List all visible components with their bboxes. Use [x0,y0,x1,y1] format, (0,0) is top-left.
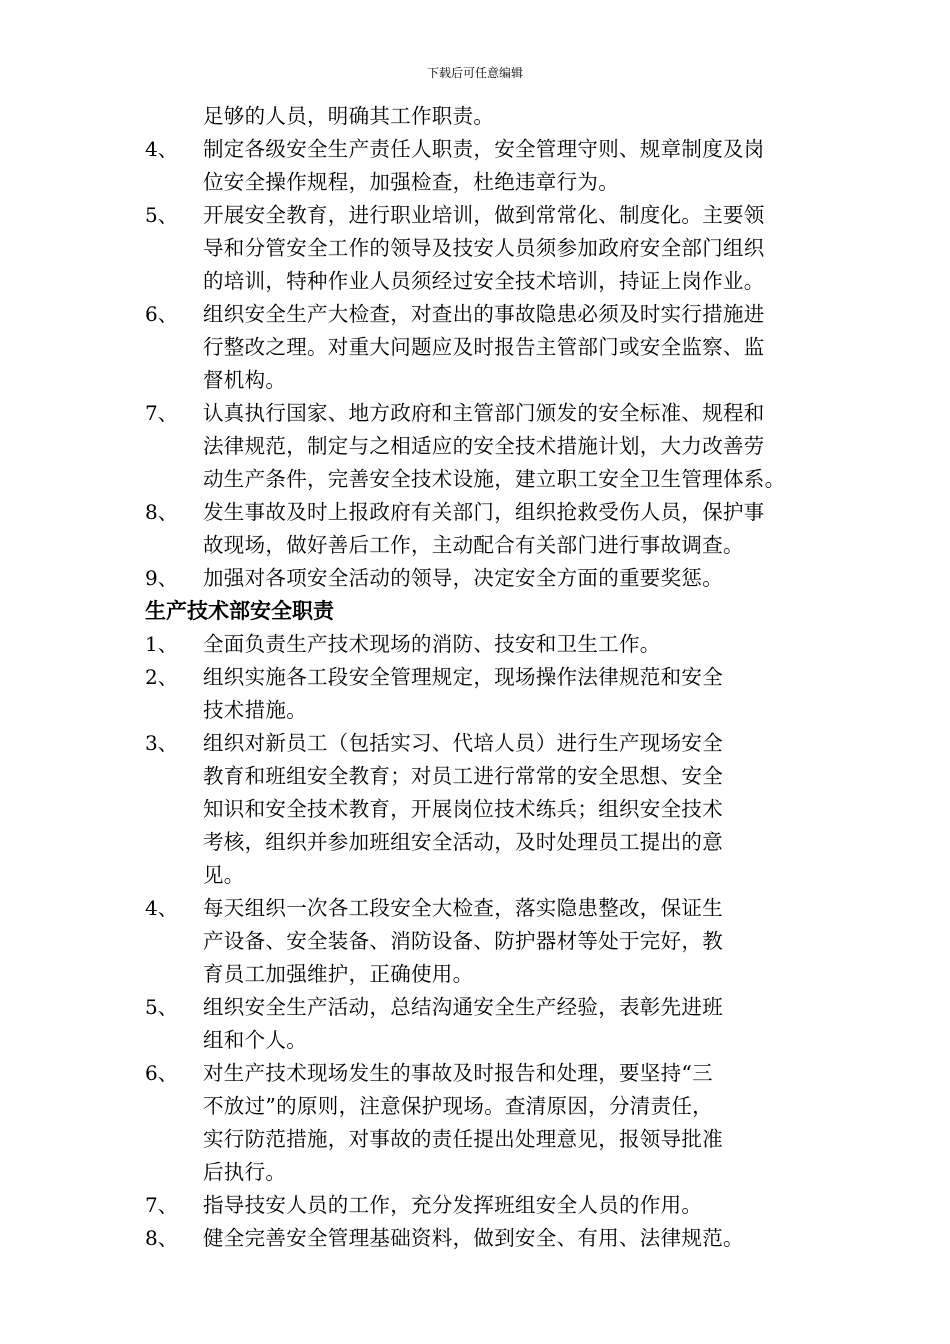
item-text: 组织安全生产活动，总结沟通安全生产经验，表彰先进班 组和个人。 [203,995,723,1052]
list-item [145,628,825,661]
item-text: 健全完善安全管理基础资料，做到安全、有用、法律规范。 [203,1226,744,1250]
item-number: 4、 [145,137,178,161]
item-text: 每天组织一次各工段安全大检查，落实隐患整改，保证生 产设备、安全装备、消防设备、防护器材等处于完好，教 育员工加强维护，正确使用。 [203,896,723,986]
list-item [145,727,825,892]
item-text: 对生产技术现场发生的事故及时报告和处理，要坚持“三 不放过”的原则，注意保护现场。查清原因，分清责任， 实行防范措施，对事故的责任提出处理意见，报领导批准 后执行。 [203,1061,723,1184]
item-number: 6、 [145,302,178,326]
list-item [145,661,825,727]
item-number: 8、 [145,500,178,524]
item-number: 1、 [145,632,178,656]
item-text: 认真执行国家、地方政府和主管部门颁发的安全标准、规程和 法律规范，制定与之相适应的安全技术措施计划，大力改善劳 动生产条件，完善安全技术设施，建立职工安全卫生管理体系。 [203,401,786,491]
item-number: 8、 [145,1226,178,1250]
list-item [145,397,825,496]
list-item [145,1189,825,1222]
list-item [145,298,825,397]
item-number: 5、 [145,995,178,1019]
list-item [145,1057,825,1189]
document-body [145,100,825,1255]
item-text: 开展安全教育，进行职业培训，做到常常化、制度化。主要领 导和分管安全工作的领导及技安人员须参加政府安全部门组织 的培训，特种作业人员须经过安全技术培训，持证上岗作业。 [203,203,765,293]
item-text: 全面负责生产技术现场的消防、技安和卫生工作。 [203,632,661,656]
item-text: 制定各级安全生产责任人职责，安全管理守则、规章制度及岗 位安全操作规程，加强检查，杜绝违章行为。 [203,137,765,194]
item-text: 组织对新员工（包括实习、代培人员）进行生产现场安全 教育和班组安全教育；对员工进行常常的安全思想、安全 知识和安全技术教育，开展岗位技术练兵；组织安全技术 考核，组织并参加班组安全活动，及时处理员工提出的意 见。 [203,731,723,887]
continuation-line: 足够的人员，明确其工作职责。 [203,104,495,128]
page-header: 下载后可任意编辑 [426,66,523,80]
item-number: 2、 [145,665,178,689]
section-title: 生产技术部安全职责 [145,599,334,623]
list-item [145,133,825,199]
section-1-list [145,133,825,595]
item-text: 指导技安人员的工作，充分发挥班组安全人员的作用。 [203,1193,703,1217]
item-number: 3、 [145,731,178,755]
item-number: 9、 [145,566,178,590]
list-item [145,892,825,991]
list-item [145,199,825,298]
item-number: 4、 [145,896,178,920]
item-text: 组织实施各工段安全管理规定，现场操作法律规范和安全 技术措施。 [203,665,723,722]
list-item [145,496,825,562]
list-item [145,1222,825,1255]
list-item [145,562,825,595]
item-text: 发生事故及时上报政府有关部门，组织抢救受伤人员，保护事 故现场，做好善后工作，主动配合有关部门进行事故调查。 [203,500,765,557]
list-item [145,991,825,1057]
item-number: 5、 [145,203,178,227]
item-number: 6、 [145,1061,178,1085]
item-number: 7、 [145,1193,178,1217]
section-2-list [145,628,825,1255]
item-number: 7、 [145,401,178,425]
item-text: 组织安全生产大检查，对查出的事故隐患必须及时实行措施进 行整改之理。对重大问题应及时报告主管部门或安全监察、监 督机构。 [203,302,765,392]
item-text: 加强对各项安全活动的领导，决定安全方面的重要奖惩。 [203,566,723,590]
